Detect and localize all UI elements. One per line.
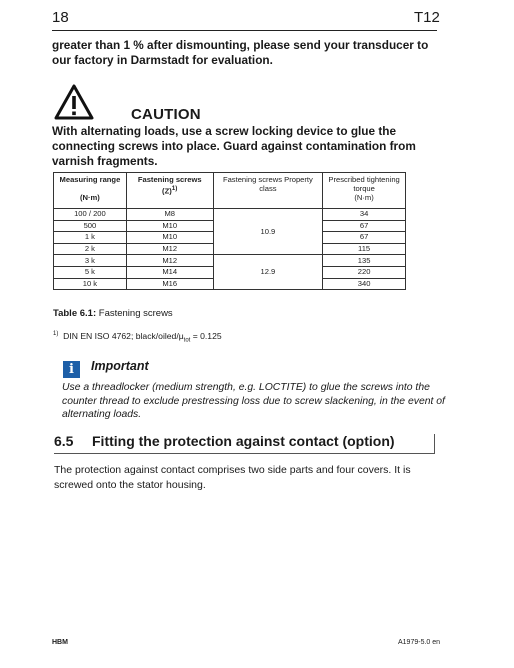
cell-screw: M12: [126, 243, 213, 255]
header-property-class: Fastening screws Property class: [213, 173, 323, 209]
info-icon: i: [63, 361, 80, 378]
intro-paragraph: greater than 1 % after dismounting, please send your transducer to our factory in Darmstadt for evaluation.: [52, 38, 429, 67]
table-row: [54, 255, 406, 267]
cell-torque: 67: [323, 232, 406, 244]
cell-torque: 220: [323, 266, 406, 278]
section-title: Fitting the protection against contact (option): [92, 433, 395, 449]
table-caption: Table 6.1: Fastening screws: [53, 308, 173, 319]
important-text: Use a threadlocker (medium strength, e.g. LOCTITE) to glue the screws into the counter thread to exclude prestressing loss due to screw slackening, in the event of alternating loads.: [62, 382, 445, 421]
cell-torque: 34: [323, 209, 406, 221]
caution-text: With alternating loads, use a screw locking device to glue the connecting screws into place. Guard against contamination from varnish fragments.: [52, 124, 416, 168]
cell-screw: M8: [126, 209, 213, 221]
table-row: [54, 209, 406, 221]
cell-screw: M12: [126, 255, 213, 267]
cell-range: 100 / 200: [54, 209, 127, 221]
cell-torque: 135: [323, 255, 406, 267]
section-paragraph: The protection against contact comprises two side parts and four covers. It is screwed onto the stator housing.: [54, 464, 411, 491]
cell-screw: M10: [126, 220, 213, 232]
cell-range: 5 k: [54, 266, 127, 278]
cell-range: 500: [54, 220, 127, 232]
cell-torque: 115: [323, 243, 406, 255]
header-fastening-screws: Fastening screws $(Z)^{1)}$: [126, 173, 213, 209]
cell-torque: 340: [323, 278, 406, 290]
important-title: Important: [91, 359, 149, 373]
cell-screw: M16: [126, 278, 213, 290]
footer-company: HBM: [52, 639, 68, 646]
document-id: T12: [414, 9, 440, 26]
cell-property-class: 12.9: [213, 255, 323, 290]
page-number: 18: [52, 9, 69, 26]
cell-torque: 67: [323, 220, 406, 232]
cell-screw: M10: [126, 232, 213, 244]
header-measuring-range: Measuring range (N·m): [54, 173, 127, 209]
header-rule: [52, 30, 437, 31]
cell-property-class: 10.9: [213, 209, 323, 255]
header-torque: Prescribed tightening torque (N·m): [323, 173, 406, 209]
fastening-screws-table: [53, 172, 406, 290]
warning-triangle-icon: [54, 84, 94, 120]
footer-doc-number: A1979-5.0 en: [398, 639, 441, 646]
cell-screw: M14: [126, 266, 213, 278]
caution-title: CAUTION: [131, 106, 201, 123]
table-header-row: [54, 173, 406, 209]
cell-range: 3 k: [54, 255, 127, 267]
footnote: $^{1)}$ DIN EN ISO 4762; black/$oiled/\mu_{tot} = 0.125$: [53, 331, 222, 344]
section-number: 6.5: [54, 433, 74, 449]
cell-range: 10 k: [54, 278, 127, 290]
cell-range: 1 k: [54, 232, 127, 244]
cell-range: 2 k: [54, 243, 127, 255]
section-heading: [54, 433, 395, 449]
